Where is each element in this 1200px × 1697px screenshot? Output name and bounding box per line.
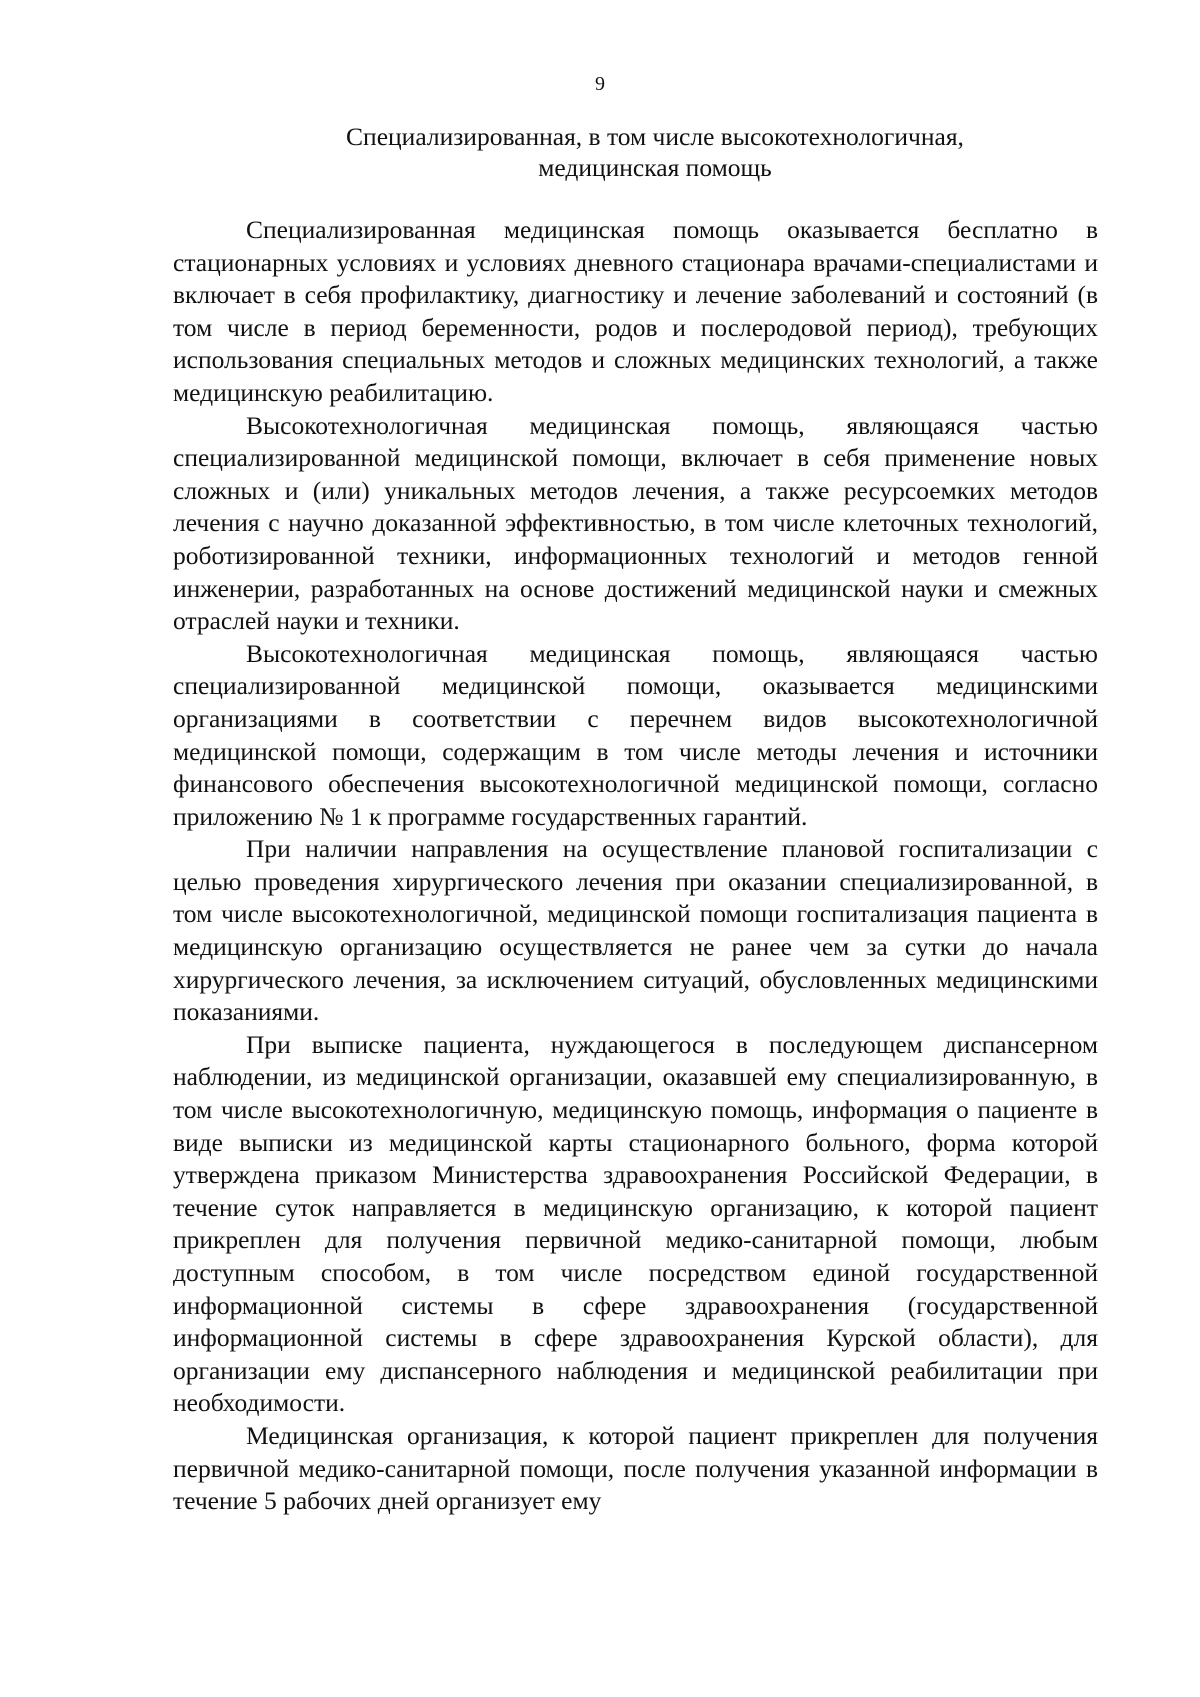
paragraph-discharge-information: При выписке пациента, нуждающегося в последующем диспансерном наблюдении, из медицинской организации, оказавшей ему специализированную, в том числе высокотехнологичную, медицинскую помощь, информация о пациенте в виде выписки из медицинской карты стационарного больного, форма которой утверждена приказом Министерства здравоохранения Российской Федерации, в течение суток направляется в медицинскую организацию, к которой пациент прикреплен для получения первичной медико-санитарной помощи, любым доступным способом, в том числе посредством единой государственной информационной системы в сфере здравоохранения (государственной информационной системы в сфере здравоохранения Курской области), для организации ему диспансерного наблюдения и медицинской реабилитации при необходимости. (173, 1029, 1098, 1418)
section-heading (295, 121, 1015, 183)
paragraph-specialized-care: Специализированная медицинская помощь оказывается бесплатно в стационарных условиях и условиях дневного стационара врачами-специалистами и включает в себя профилактику, диагностику и лечение заболеваний и состояний (в том числе в период беременности, родов и послеродовой период), требующих использования специальных методов и сложных медицинских технологий, а также медицинскую реабилитацию. (173, 215, 1098, 407)
paragraph-planned-hospitalization: При наличии направления на осуществление плановой госпитализации с целью проведения хирургического лечения при оказании специализированной, в том числе высокотехнологичной, медицинской помощи госпитализация пациента в медицинскую организацию осуществляется не ранее чем за сутки до начала хирургического лечения, за исключением ситуаций, обусловленных медицинскими показаниями. (173, 834, 1098, 1027)
section-heading-line-1: Специализированная, в том числе высокотехнологичная, (346, 122, 964, 151)
paragraph-follow-up-organization: Медицинская организация, к которой пациент прикреплен для получения первичной медико-санитарной помощи, после получения указанной информации в течение 5 рабочих дней организует ему (173, 1420, 1098, 1516)
body-text (173, 214, 1098, 1518)
paragraph-high-tech-providers: Высокотехнологичная медицинская помощь, являющаяся частью специализированной медицинской помощи, оказывается медицинскими организациями в соответствии с перечнем видов высокотехнологичной медицинской помощи, содержащим в том числе методы лечения и источники финансового обеспечения высокотехнологичной медицинской помощи, согласно приложению № 1 к программе государственных гарантий. (173, 638, 1098, 831)
page-number: 9 (595, 73, 605, 95)
paragraph-high-tech-definition: Высокотехнологичная медицинская помощь, являющаяся частью специализированной медицинской помощи, включает в себя применение новых сложных и (или) уникальных методов лечения, а также ресурсоемких методов лечения с научно доказанной эффективностью, в том числе клеточных технологий, роботизированной техники, информационных технологий и методов генной инженерии, разработанных на основе достижений медицинской науки и смежных отраслей науки и техники. (173, 410, 1098, 636)
section-heading-line-2: медицинская помощь (538, 153, 772, 182)
